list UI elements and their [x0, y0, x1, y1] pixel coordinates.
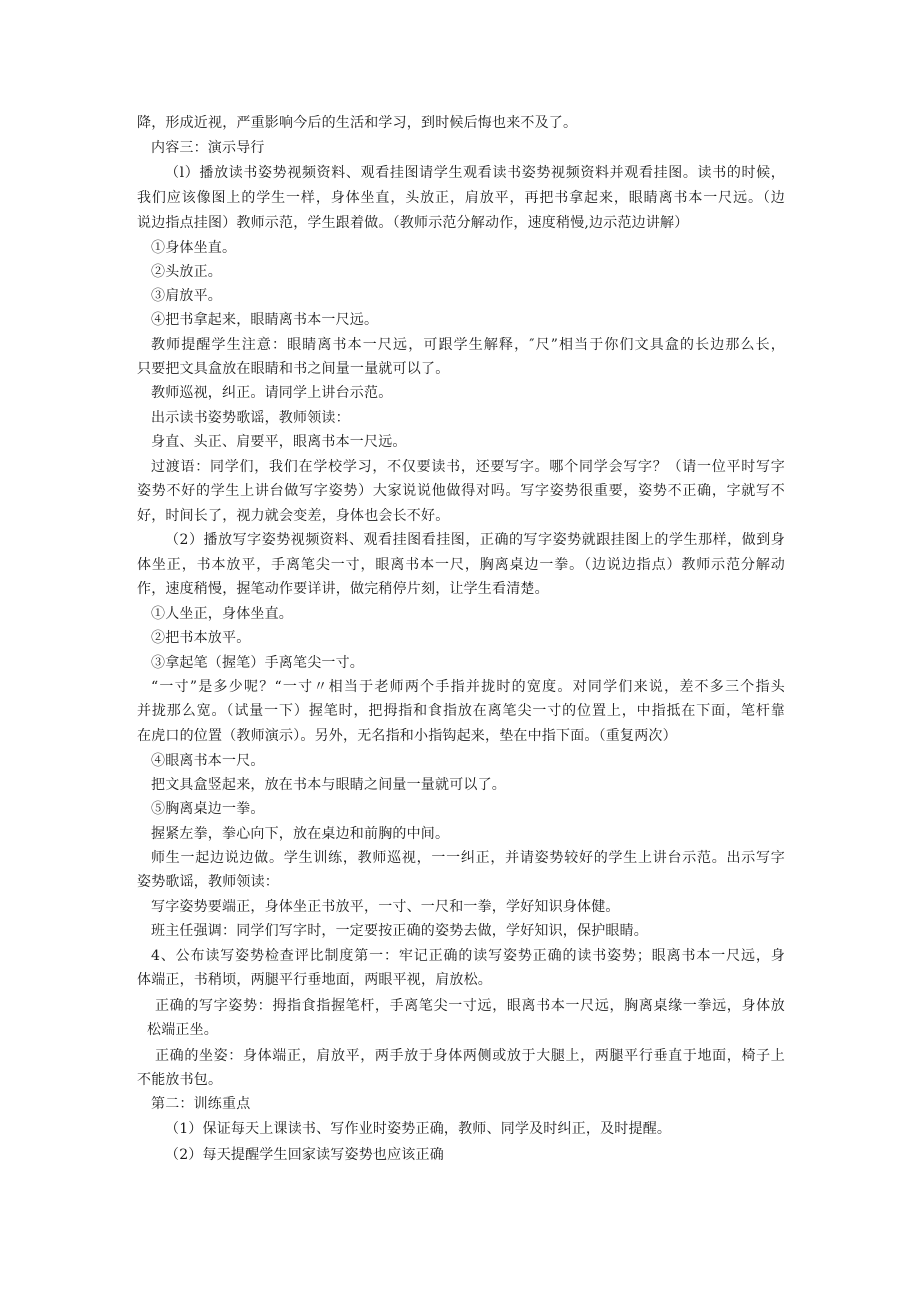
- text-line: 姿势不好的学生上讲台做写字姿势）大家说说他做得对吗。写字姿势很重要，姿势不正确，字就写不: [137, 483, 785, 499]
- list-item: ③拿起笔（握笔）手离笔尖一寸。: [151, 655, 364, 671]
- text-line: 体坐正，书本放平，手离笔尖一寸，眼离书本一尺，胸离桌边一拳。（边说边指点）教师示范分解动: [137, 557, 785, 573]
- text-line: 正确的坐姿：身体端正，肩放平，两手放于身体两侧或放于大腿上，两腿平行垂直于地面，椅子上: [155, 1048, 785, 1064]
- list-item: ④眼离书本一尺。: [151, 753, 265, 769]
- text-line: 松端正坐。: [147, 1022, 218, 1038]
- text-line: 把文具盒竖起来，放在书本与眼睛之间量一量就可以了。: [151, 777, 506, 793]
- text-line: 出示读书姿势歌谣，教师领读：: [151, 410, 350, 426]
- text-line: （l）播放读书姿势视频资料、观看挂图请学生观看读书姿势视频资料并观看挂图。读书的时候，: [165, 165, 785, 181]
- text-line: 不能放书包。: [137, 1072, 223, 1088]
- text-line: 教师巡视，纠正。请同学上讲台示范。: [151, 385, 393, 401]
- text-line: 说边指点挂图）教师示范，学生跟着做。（教师示范分解动作，速度稍慢,边示范边讲解）: [137, 215, 689, 231]
- text-line: 班主任强调：同学们写字时，一定要按正确的姿势去做，学好知识，保护眼睛。: [151, 923, 648, 939]
- text-line: 握紧左拳，拳心向下，放在桌边和前胸的中间。: [151, 826, 450, 842]
- text-line: 体端正，书稍顷，两腿平行垂地面，两眼平视，肩放松。: [137, 972, 492, 988]
- text-line: 过渡语：同学们，我们在学校学习，不仅要读书，还要写字。哪个同学会写字？（请一位平时写字: [151, 459, 785, 475]
- text-line: 好，时间长了，视力就会变差，身体也会长不好。: [137, 508, 450, 524]
- section-heading: 内容三：演示导行: [151, 140, 265, 156]
- text-line: 在虎口的位置（教师演示）。另外，无名指和小指钩起来，垫在中指下面。（重复两次）: [137, 728, 677, 744]
- text-line: 4、公布读写姿势检查评比制度第一：牢记正确的读写姿势正确的读书姿势；眼离书本一尺远，身: [151, 948, 785, 964]
- list-item: ③肩放平。: [151, 288, 222, 304]
- list-item: （2）每天提醒学生回家读写姿势也应该正确: [165, 1147, 444, 1163]
- text-line: 师生一起边说边做。学生训练，教师巡视，一一纠正，并请姿势较好的学生上讲台示范。出示写字: [151, 850, 785, 866]
- section-heading: 第二：训练重点: [151, 1096, 251, 1112]
- list-item: ①人坐正，身体坐直。: [151, 606, 293, 622]
- list-item: ①身体坐直。: [151, 240, 237, 256]
- text-line: 只要把文具盒放在眼睛和书之间量一量就可以了。: [137, 361, 450, 377]
- text-line: 我们应该像图上的学生一样，身体坐直，头放正，肩放平，再把书拿起来，眼睛离书本一尺远。（边: [137, 190, 785, 206]
- list-item: ②把书本放平。: [151, 630, 251, 646]
- text-line: 教师提醒学生注意：眼睛离书本一尺远，可跟学生解释，″尺”相当于你们文具盒的长边那么长，: [151, 337, 785, 353]
- text-line: “一寸”是多少呢？“一寸〃相当于老师两个手指并拢时的宽度。对同学们来说，差不多三个指头: [151, 679, 785, 695]
- list-item: ⑤胸离桌边一拳。: [151, 801, 265, 817]
- text-line: （2）播放写字姿势视频资料、观看挂图看挂图，正确的写字姿势就跟挂图上的学生那样，做到身: [165, 532, 785, 548]
- text-line: 写字姿势要端正，身体坐正书放平，一寸、一尺和一拳，学好知识身体健。: [151, 899, 620, 915]
- text-line: 正确的写字姿势：拇指食指握笔杆，手离笔尖一寸远，眼离书本一尺远，胸离桌缘一拳远，身体放: [155, 998, 785, 1014]
- list-item: ④把书拿起来，眼睛离书本一尺远。: [151, 312, 379, 328]
- text-line: 降，形成近视，严重影响今后的生活和学习，到时候后悔也来不及了。: [137, 115, 578, 131]
- text-line: 并拢那么宽。（试量一下）握笔时，把拇指和食指放在离笔尖一寸的位置上，中指抵在下面，笔杆靠: [137, 703, 785, 719]
- list-item: （1）保证每天上课读书、写作业时姿势正确，教师、同学及时纠正，及时提醒。: [165, 1121, 672, 1137]
- text-line: 身直、头正、肩要平，眼离书本一尺远。: [151, 434, 407, 450]
- list-item: ②头放正。: [151, 264, 222, 280]
- text-line: 姿势歌谣，教师领读：: [137, 874, 279, 890]
- text-line: 作，速度稍慢，握笔动作要详讲，做完稍停片刻，让学生看清楚。: [137, 581, 549, 597]
